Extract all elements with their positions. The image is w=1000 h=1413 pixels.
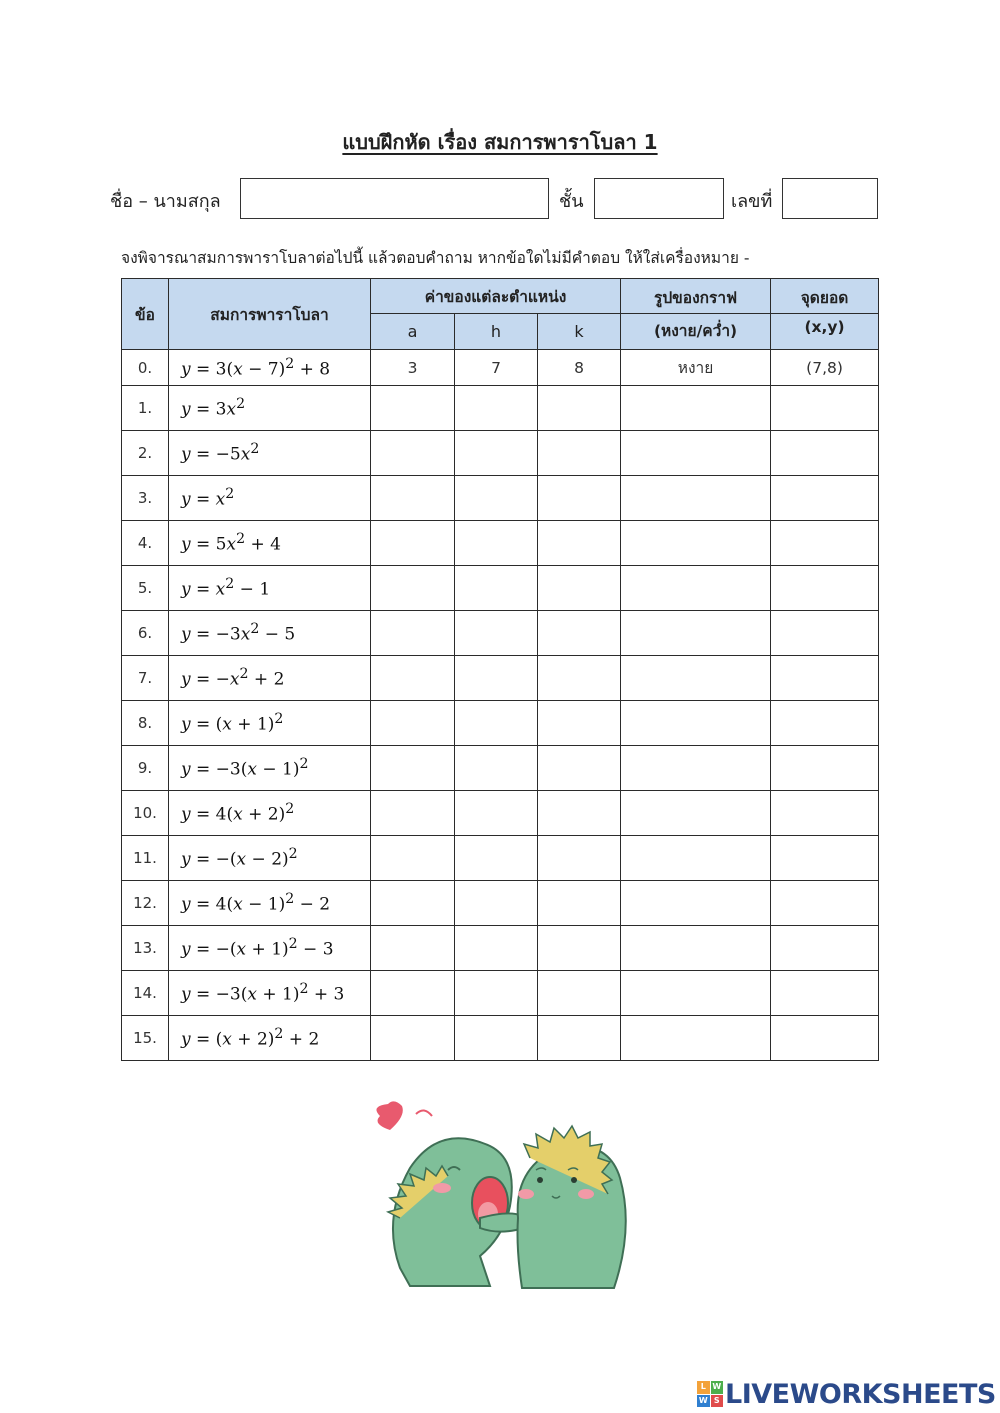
answer-cell-vertex	[771, 836, 879, 881]
row-number: 12.	[122, 881, 169, 926]
answer-input-h[interactable]	[455, 701, 537, 745]
table-row	[122, 1016, 879, 1061]
equation-13: $y = -(x + 1)^2 - 3$	[169, 926, 371, 971]
answer-input-shape[interactable]	[621, 656, 770, 700]
answer-cell-a	[371, 926, 455, 971]
example-shape: หงาย	[621, 350, 771, 386]
answer-cell-k	[538, 701, 621, 746]
answer-input-shape[interactable]	[621, 746, 770, 790]
answer-input-vertex[interactable]	[771, 431, 878, 475]
table-row	[122, 791, 879, 836]
answer-cell-vertex	[771, 611, 879, 656]
equation-15: $y = (x + 2)^2 + 2$	[169, 1016, 371, 1061]
answer-input-k[interactable]	[538, 971, 620, 1015]
answer-input-vertex[interactable]	[771, 386, 878, 430]
answer-cell-vertex	[771, 1016, 879, 1061]
equation-9: $y = -3(x - 1)^2$	[169, 746, 371, 791]
answer-input-k[interactable]	[538, 611, 620, 655]
answer-input-vertex[interactable]	[771, 566, 878, 610]
answer-cell-h	[455, 386, 538, 431]
row-number: 6.	[122, 611, 169, 656]
answer-input-k[interactable]	[538, 1016, 620, 1060]
class-input[interactable]	[595, 179, 723, 218]
header-vertex-sub: (x,y)	[771, 314, 879, 350]
answer-cell-shape	[621, 926, 771, 971]
answer-input-a[interactable]	[371, 926, 454, 970]
answer-input-vertex[interactable]	[771, 926, 878, 970]
right-dino-icon	[518, 1126, 626, 1288]
row-number: 0.	[122, 350, 169, 386]
answer-cell-k	[538, 476, 621, 521]
row-number: 8.	[122, 701, 169, 746]
answer-cell-shape	[621, 791, 771, 836]
table-row	[122, 926, 879, 971]
answer-input-shape[interactable]	[621, 476, 770, 520]
answer-input-k[interactable]	[538, 926, 620, 970]
table-row	[122, 656, 879, 701]
answer-cell-k	[538, 566, 621, 611]
answer-input-shape[interactable]	[621, 926, 770, 970]
example-vertex: (7,8)	[771, 350, 879, 386]
header-shape-sub: (หงาย/คว่ำ)	[621, 314, 771, 350]
liveworksheets-logo	[697, 1377, 996, 1411]
answer-input-vertex[interactable]	[771, 746, 878, 790]
equation-3: $y = x^2$	[169, 476, 371, 521]
answer-cell-k	[538, 836, 621, 881]
answer-input-h[interactable]	[455, 746, 537, 790]
answer-input-a[interactable]	[371, 521, 454, 565]
answer-input-shape[interactable]	[621, 701, 770, 745]
answer-input-k[interactable]	[538, 656, 620, 700]
answer-cell-a	[371, 836, 455, 881]
table-row	[122, 521, 879, 566]
answer-cell-vertex	[771, 566, 879, 611]
equation-8: $y = (x + 1)^2$	[169, 701, 371, 746]
answer-input-vertex[interactable]	[771, 971, 878, 1015]
answer-input-vertex[interactable]	[771, 476, 878, 520]
answer-input-h[interactable]	[455, 386, 537, 430]
answer-input-k[interactable]	[538, 566, 620, 610]
table-row	[122, 431, 879, 476]
header-values-group: ค่าของแต่ละตำแหน่ง	[371, 279, 621, 314]
class-label: ชั้น	[559, 191, 584, 212]
answer-cell-a	[371, 656, 455, 701]
answer-cell-a	[371, 611, 455, 656]
equation-12: $y = 4(x - 1)^2 - 2$	[169, 881, 371, 926]
logo-text: LIVEWORKSHEETS	[725, 1378, 996, 1410]
row-number: 7.	[122, 656, 169, 701]
row-number: 15.	[122, 1016, 169, 1061]
answer-cell-a	[371, 386, 455, 431]
worksheet-title: แบบฝึกหัด เรื่อง สมการพาราโบลา 1	[342, 130, 658, 154]
answer-cell-vertex	[771, 386, 879, 431]
answer-input-a[interactable]	[371, 386, 454, 430]
answer-cell-vertex	[771, 521, 879, 566]
answer-input-a[interactable]	[371, 746, 454, 790]
header-k: k	[538, 314, 621, 350]
equation-0: $y = 3(x - 7)^2 + 8$	[169, 350, 371, 386]
answer-cell-a	[371, 566, 455, 611]
answer-cell-a	[371, 881, 455, 926]
number-field-box	[782, 178, 878, 219]
answer-input-shape[interactable]	[621, 836, 770, 880]
answer-input-h[interactable]	[455, 971, 537, 1015]
answer-input-a[interactable]	[371, 431, 454, 475]
answer-input-vertex[interactable]	[771, 656, 878, 700]
answer-cell-shape	[621, 1016, 771, 1061]
answer-cell-h	[455, 881, 538, 926]
equation-11: $y = -(x - 2)^2$	[169, 836, 371, 881]
example-a: 3	[371, 350, 455, 386]
answer-input-a[interactable]	[371, 881, 454, 925]
answer-cell-shape	[621, 566, 771, 611]
table-row	[122, 701, 879, 746]
answer-cell-k	[538, 1016, 621, 1061]
answer-cell-h	[455, 836, 538, 881]
answer-input-vertex[interactable]	[771, 1016, 878, 1060]
answer-input-shape[interactable]	[621, 971, 770, 1015]
answer-cell-vertex	[771, 476, 879, 521]
answer-cell-h	[455, 566, 538, 611]
answer-cell-shape	[621, 881, 771, 926]
answer-input-h[interactable]	[455, 566, 537, 610]
answer-input-a[interactable]	[371, 566, 454, 610]
answer-cell-shape	[621, 521, 771, 566]
answer-input-shape[interactable]	[621, 1016, 770, 1060]
answer-input-h[interactable]	[455, 836, 537, 880]
answer-input-k[interactable]	[538, 746, 620, 790]
equation-6: $y = -3x^2 - 5$	[169, 611, 371, 656]
header-shape: รูปของกราฟ	[621, 279, 771, 314]
answer-cell-k	[538, 746, 621, 791]
example-h: 7	[455, 350, 538, 386]
row-number: 10.	[122, 791, 169, 836]
answer-cell-h	[455, 431, 538, 476]
answer-input-k[interactable]	[538, 476, 620, 520]
answer-cell-k	[538, 611, 621, 656]
header-a: a	[371, 314, 455, 350]
answer-cell-a	[371, 476, 455, 521]
answer-cell-a	[371, 521, 455, 566]
answer-cell-shape	[621, 476, 771, 521]
row-number: 5.	[122, 566, 169, 611]
answer-input-shape[interactable]	[621, 881, 770, 925]
answer-input-vertex[interactable]	[771, 701, 878, 745]
answer-cell-shape	[621, 971, 771, 1016]
answer-input-a[interactable]	[371, 701, 454, 745]
table-row	[122, 566, 879, 611]
answer-cell-vertex	[771, 881, 879, 926]
answer-cell-k	[538, 386, 621, 431]
row-number: 11.	[122, 836, 169, 881]
equation-14: $y = -3(x + 1)^2 + 3$	[169, 971, 371, 1016]
answer-input-h[interactable]	[455, 1016, 537, 1060]
answer-cell-k	[538, 431, 621, 476]
answer-input-k[interactable]	[538, 521, 620, 565]
row-number: 14.	[122, 971, 169, 1016]
answer-input-k[interactable]	[538, 431, 620, 475]
row-number: 1.	[122, 386, 169, 431]
answer-cell-vertex	[771, 971, 879, 1016]
name-label: ชื่อ – นามสกุล	[110, 191, 221, 212]
answer-cell-a	[371, 971, 455, 1016]
answer-input-a[interactable]	[371, 836, 454, 880]
answer-cell-k	[538, 926, 621, 971]
header-vertex: จุดยอด	[771, 279, 879, 314]
answer-cell-shape	[621, 611, 771, 656]
answer-cell-k	[538, 791, 621, 836]
answer-input-vertex[interactable]	[771, 521, 878, 565]
answer-cell-a	[371, 791, 455, 836]
answer-input-k[interactable]	[538, 881, 620, 925]
row-number: 13.	[122, 926, 169, 971]
class-field-box	[594, 178, 724, 219]
answer-cell-shape	[621, 746, 771, 791]
answer-input-a[interactable]	[371, 656, 454, 700]
answer-input-h[interactable]	[455, 476, 537, 520]
answer-cell-vertex	[771, 926, 879, 971]
answer-cell-vertex	[771, 431, 879, 476]
example-k: 8	[538, 350, 621, 386]
answer-cell-a	[371, 1016, 455, 1061]
equation-10: $y = 4(x + 2)^2$	[169, 791, 371, 836]
answer-cell-shape	[621, 836, 771, 881]
number-label: เลขที่	[731, 191, 773, 212]
answer-input-a[interactable]	[371, 611, 454, 655]
answer-cell-shape	[621, 386, 771, 431]
table-row	[122, 881, 879, 926]
row-number: 4.	[122, 521, 169, 566]
equation-7: $y = -x^2 + 2$	[169, 656, 371, 701]
answer-cell-shape	[621, 431, 771, 476]
answer-input-vertex[interactable]	[771, 836, 878, 880]
equation-1: $y = 3x^2$	[169, 386, 371, 431]
answer-cell-vertex	[771, 791, 879, 836]
header-h: h	[455, 314, 538, 350]
answer-input-shape[interactable]	[621, 431, 770, 475]
answer-cell-h	[455, 701, 538, 746]
answer-cell-a	[371, 746, 455, 791]
answer-input-vertex[interactable]	[771, 611, 878, 655]
answer-input-h[interactable]	[455, 521, 537, 565]
table-row	[122, 476, 879, 521]
table-row	[122, 746, 879, 791]
answer-cell-shape	[621, 701, 771, 746]
answer-cell-h	[455, 1016, 538, 1061]
instruction-text: จงพิจารณาสมการพาราโบลาต่อไปนี้ แล้วตอบคำถาม หากข้อใดไม่มีคำตอบ ให้ใส่เครื่องหมาย -	[121, 249, 750, 267]
left-dino-icon	[388, 1138, 524, 1286]
answer-cell-a	[371, 701, 455, 746]
parabola-table	[121, 278, 879, 1061]
answer-input-a[interactable]	[371, 791, 454, 835]
answer-input-a[interactable]	[371, 476, 454, 520]
table-row	[122, 611, 879, 656]
heart-icon	[376, 1101, 402, 1130]
answer-cell-h	[455, 476, 538, 521]
answer-input-k[interactable]	[538, 791, 620, 835]
table-row	[122, 386, 879, 431]
equation-2: $y = -5x^2$	[169, 431, 371, 476]
answer-input-h[interactable]	[455, 431, 537, 475]
answer-input-shape[interactable]	[621, 386, 770, 430]
dinosaurs-illustration	[360, 1098, 650, 1298]
answer-input-h[interactable]	[455, 791, 537, 835]
answer-cell-vertex	[771, 701, 879, 746]
answer-cell-h	[455, 791, 538, 836]
answer-cell-k	[538, 971, 621, 1016]
answer-input-shape[interactable]	[621, 521, 770, 565]
answer-cell-k	[538, 521, 621, 566]
answer-cell-h	[455, 656, 538, 701]
answer-cell-a	[371, 431, 455, 476]
answer-input-h[interactable]	[455, 926, 537, 970]
row-number: 9.	[122, 746, 169, 791]
answer-input-shape[interactable]	[621, 611, 770, 655]
answer-cell-h	[455, 746, 538, 791]
header-no: ข้อ	[122, 279, 169, 350]
answer-cell-vertex	[771, 746, 879, 791]
answer-cell-h	[455, 971, 538, 1016]
answer-input-h[interactable]	[455, 611, 537, 655]
answer-input-a[interactable]	[371, 1016, 454, 1060]
equation-4: $y = 5x^2 + 4$	[169, 521, 371, 566]
answer-input-k[interactable]	[538, 701, 620, 745]
answer-input-h[interactable]	[455, 881, 537, 925]
example-row	[122, 350, 879, 386]
table-row	[122, 971, 879, 1016]
number-input[interactable]	[783, 179, 877, 218]
answer-input-h[interactable]	[455, 656, 537, 700]
answer-cell-h	[455, 926, 538, 971]
answer-input-vertex[interactable]	[771, 791, 878, 835]
row-number: 2.	[122, 431, 169, 476]
answer-cell-vertex	[771, 656, 879, 701]
answer-cell-h	[455, 521, 538, 566]
equation-5: $y = x^2 - 1$	[169, 566, 371, 611]
answer-input-shape[interactable]	[621, 566, 770, 610]
row-number: 3.	[122, 476, 169, 521]
name-field-box	[240, 178, 549, 219]
logo-mark-icon: L W W S	[697, 1381, 723, 1407]
answer-cell-k	[538, 656, 621, 701]
answer-input-vertex[interactable]	[771, 881, 878, 925]
answer-input-k[interactable]	[538, 386, 620, 430]
answer-cell-k	[538, 881, 621, 926]
answer-input-a[interactable]	[371, 971, 454, 1015]
answer-cell-shape	[621, 656, 771, 701]
name-input[interactable]	[241, 179, 548, 218]
answer-input-shape[interactable]	[621, 791, 770, 835]
answer-input-k[interactable]	[538, 836, 620, 880]
answer-cell-h	[455, 611, 538, 656]
table-row	[122, 836, 879, 881]
header-equation: สมการพาราโบลา	[169, 279, 371, 350]
